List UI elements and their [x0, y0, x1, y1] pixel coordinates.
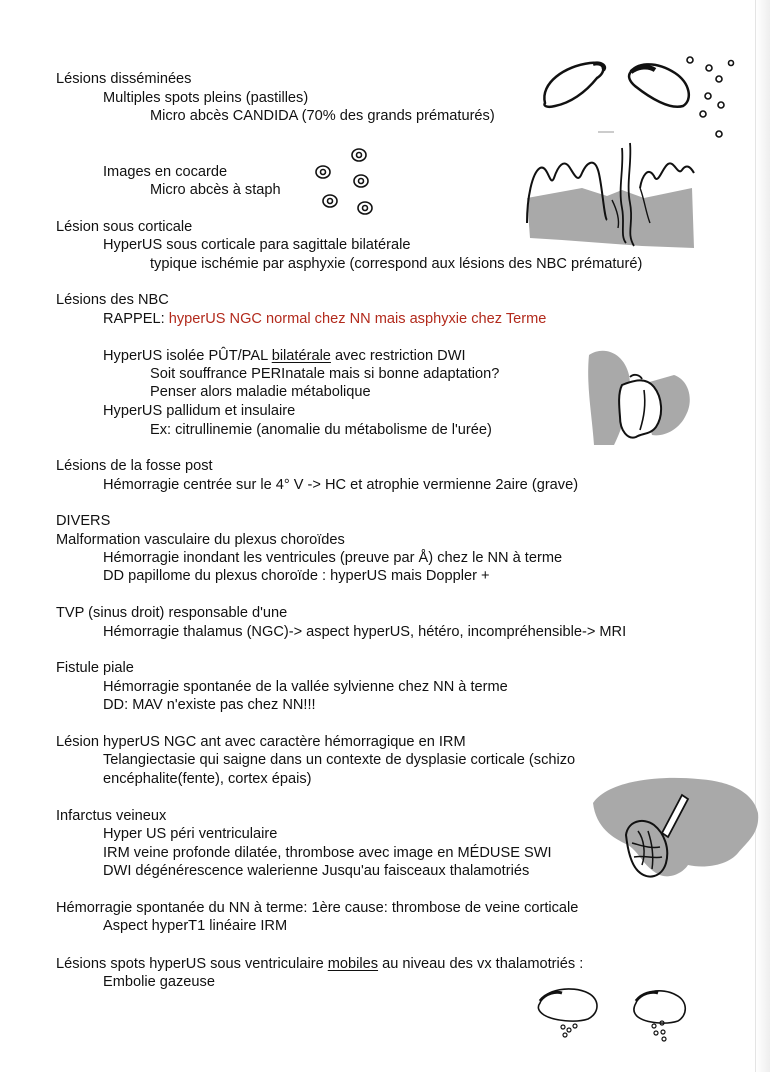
note-line: Hémorragie spontanée de la vallée sylvienne chez NN à terme [103, 679, 508, 695]
heading-lesion-sous-corticale: Lésion sous corticale [56, 219, 193, 235]
venous-infarct-sketch-icon [588, 773, 763, 888]
heading-lesions-nbc: Lésions des NBC [56, 292, 169, 308]
note-line: Embolie gazeuse [103, 974, 215, 990]
note-line: Multiples spots pleins (pastilles) [103, 90, 309, 106]
underlined-text: mobiles [327, 956, 379, 972]
note-line: Penser alors maladie métabolique [150, 384, 371, 400]
note-line: Ex: citrullinemie (anomalie du métabolisme de l'urée) [150, 422, 492, 438]
note-text: avec restriction DWI [330, 348, 466, 364]
note-line: DD papillome du plexus choroïde : hyperUS mais Doppler + [103, 568, 490, 584]
heading-lesions-disseminees: Lésions disséminées [56, 71, 192, 87]
underlined-text: bilatérale [271, 348, 331, 364]
note-line: HyperUS sous corticale para sagittale bilatérale [103, 237, 411, 253]
note-line [103, 347, 466, 365]
rappel-line [103, 310, 546, 328]
heading-fosse-post: Lésions de la fosse post [56, 458, 213, 474]
note-line: IRM veine profonde dilatée, thrombose avec image en MÉDUSE SWI [103, 845, 552, 861]
cocarde-target-sketch-icon [313, 146, 383, 218]
note-line: Soit souffrance PERInatale mais si bonne adaptation? [150, 366, 500, 382]
note-line: Micro abcès à staph [150, 182, 281, 198]
subheading-malformation: Malformation vasculaire du plexus choroïdes [56, 532, 345, 548]
heading-infarctus-veineux: Infarctus veineux [56, 808, 167, 824]
heading-spots-mobiles [56, 955, 583, 973]
note-text: HyperUS isolée PÛT/PAL [103, 348, 272, 364]
note-line: Hémorragie centrée sur le 4° V -> HC et atrophie vermienne 2aire (grave) [103, 477, 579, 493]
note-text: Lésions spots hyperUS sous ventriculaire [56, 956, 328, 972]
note-line: Hémorragie thalamus (NGC)-> aspect hyperUS, hétéro, incompréhensible-> MRI [103, 624, 627, 640]
heading-divers: DIVERS [56, 513, 111, 529]
note-line: Images en cocarde [103, 164, 228, 180]
basal-ganglia-sketch-icon [584, 345, 699, 450]
note-line: Hyper US péri ventriculaire [103, 826, 278, 842]
note-line: DWI dégénérescence walerienne Jusqu'au faisceaux thalamotriés [103, 863, 530, 879]
note-text: au niveau des vx thalamotriés : [378, 956, 584, 972]
note-line: DD: MAV n'existe pas chez NN!!! [103, 697, 316, 713]
subcortical-gyri-sketch-icon [522, 128, 702, 253]
note-line: HyperUS pallidum et insulaire [103, 403, 296, 419]
note-line: encéphalite(fente), cortex épais) [103, 771, 312, 787]
note-line: Aspect hyperT1 linéaire IRM [103, 918, 288, 934]
heading-lesion-ngc: Lésion hyperUS NGC ant avec caractère hémorragique en IRM [56, 734, 466, 750]
rappel-label: RAPPEL: [103, 311, 169, 327]
heading-hemorragie-spontanee: Hémorragie spontanée du NN à terme: 1ère cause: thrombose de veine corticale [56, 900, 579, 916]
heading-fistule-piale: Fistule piale [56, 660, 134, 676]
note-line: typique ischémie par asphyxie (correspond aux lésions des NBC prématuré) [150, 256, 643, 272]
rappel-red-text: hyperUS NGC normal chez NN mais asphyxie chez Terme [168, 311, 547, 327]
gas-embolism-sketch-icon [532, 983, 702, 1045]
heading-tvp: TVP (sinus droit) responsable d'une [56, 605, 288, 621]
note-line: Micro abcès CANDIDA (70% des grands prématurés) [150, 108, 495, 124]
note-line: Hémorragie inondant les ventricules (preuve par Å) chez le NN à terme [103, 550, 563, 566]
note-line: Telangiectasie qui saigne dans un contexte de dysplasie corticale (schizo [103, 752, 576, 768]
